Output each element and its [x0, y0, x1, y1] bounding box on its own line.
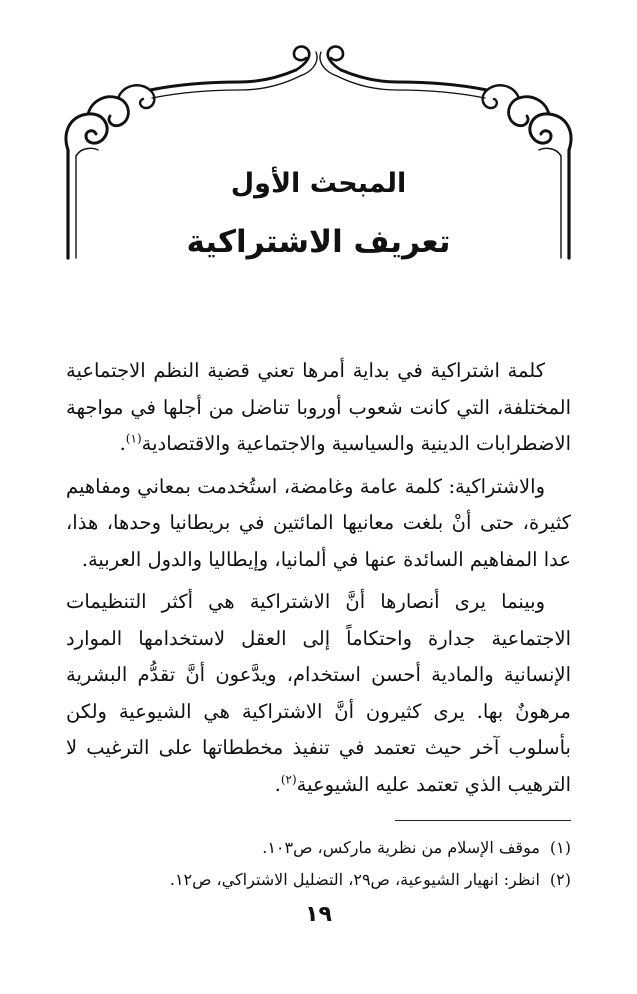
- footnote-1: (١)موقف الإسلام من نظرية ماركس، ص١٠٣.: [262, 838, 571, 857]
- footnote-divider: [395, 820, 571, 821]
- footnote-ref-2: (٢): [280, 772, 297, 786]
- footnote-2: (٢)انظر: انهيار الشيوعية، ص٢٩، التضليل الاشتراكي، ص١٢.: [169, 870, 571, 889]
- paragraph-3: وبينما يرى أنصارها أنَّ الاشتراكية هي أكثر التنظيمات الاجتماعية جدارة واحتكاماً إلى العقل لاستخدامها الموارد الإنسانية والمادية أحسن استخدام، ويدَّعون أنَّ تقدُّم البشرية مرهونٌ بها. يرى كثيرون أنَّ الاشتراكية هي الشيوعية ولكن بأسلوب آخر حيث تعتمد في تنفيذ مخططاتها على الترغيب لا الترهيب الذي تعتمد عليه الشيوعية$^{(٢)}$.: [66, 590, 571, 796]
- section-label: المبحث الأول: [230, 168, 407, 199]
- footnotes: [66, 832, 571, 896]
- body-text: [66, 353, 571, 809]
- paragraph-2: والاشتراكية: كلمة عامة وغامضة، استُخدمت بمعاني ومفاهيم كثيرة، حتى أنْ بلغت معانيها المائتين في بريطانيا وحدها، هذا، عدا المفاهيم السائدة عنها في ألمانيا، وإيطاليا والدول العربية.: [66, 474, 571, 571]
- section-title: تعريف الاشتراكية: [186, 224, 451, 260]
- page-number: ١٩: [305, 902, 332, 927]
- paragraph-1: كلمة اشتراكية في بداية أمرها تعني قضية النظم الاجتماعية المختلفة، التي كانت شعوب أوروبا تناضل من أجلها في مواجهة الاضطرابات الدينية والسياسية والاجتماعية والاقتصادية$^{(١)}$.: [66, 359, 571, 455]
- footnote-ref-1: (١): [125, 431, 142, 446]
